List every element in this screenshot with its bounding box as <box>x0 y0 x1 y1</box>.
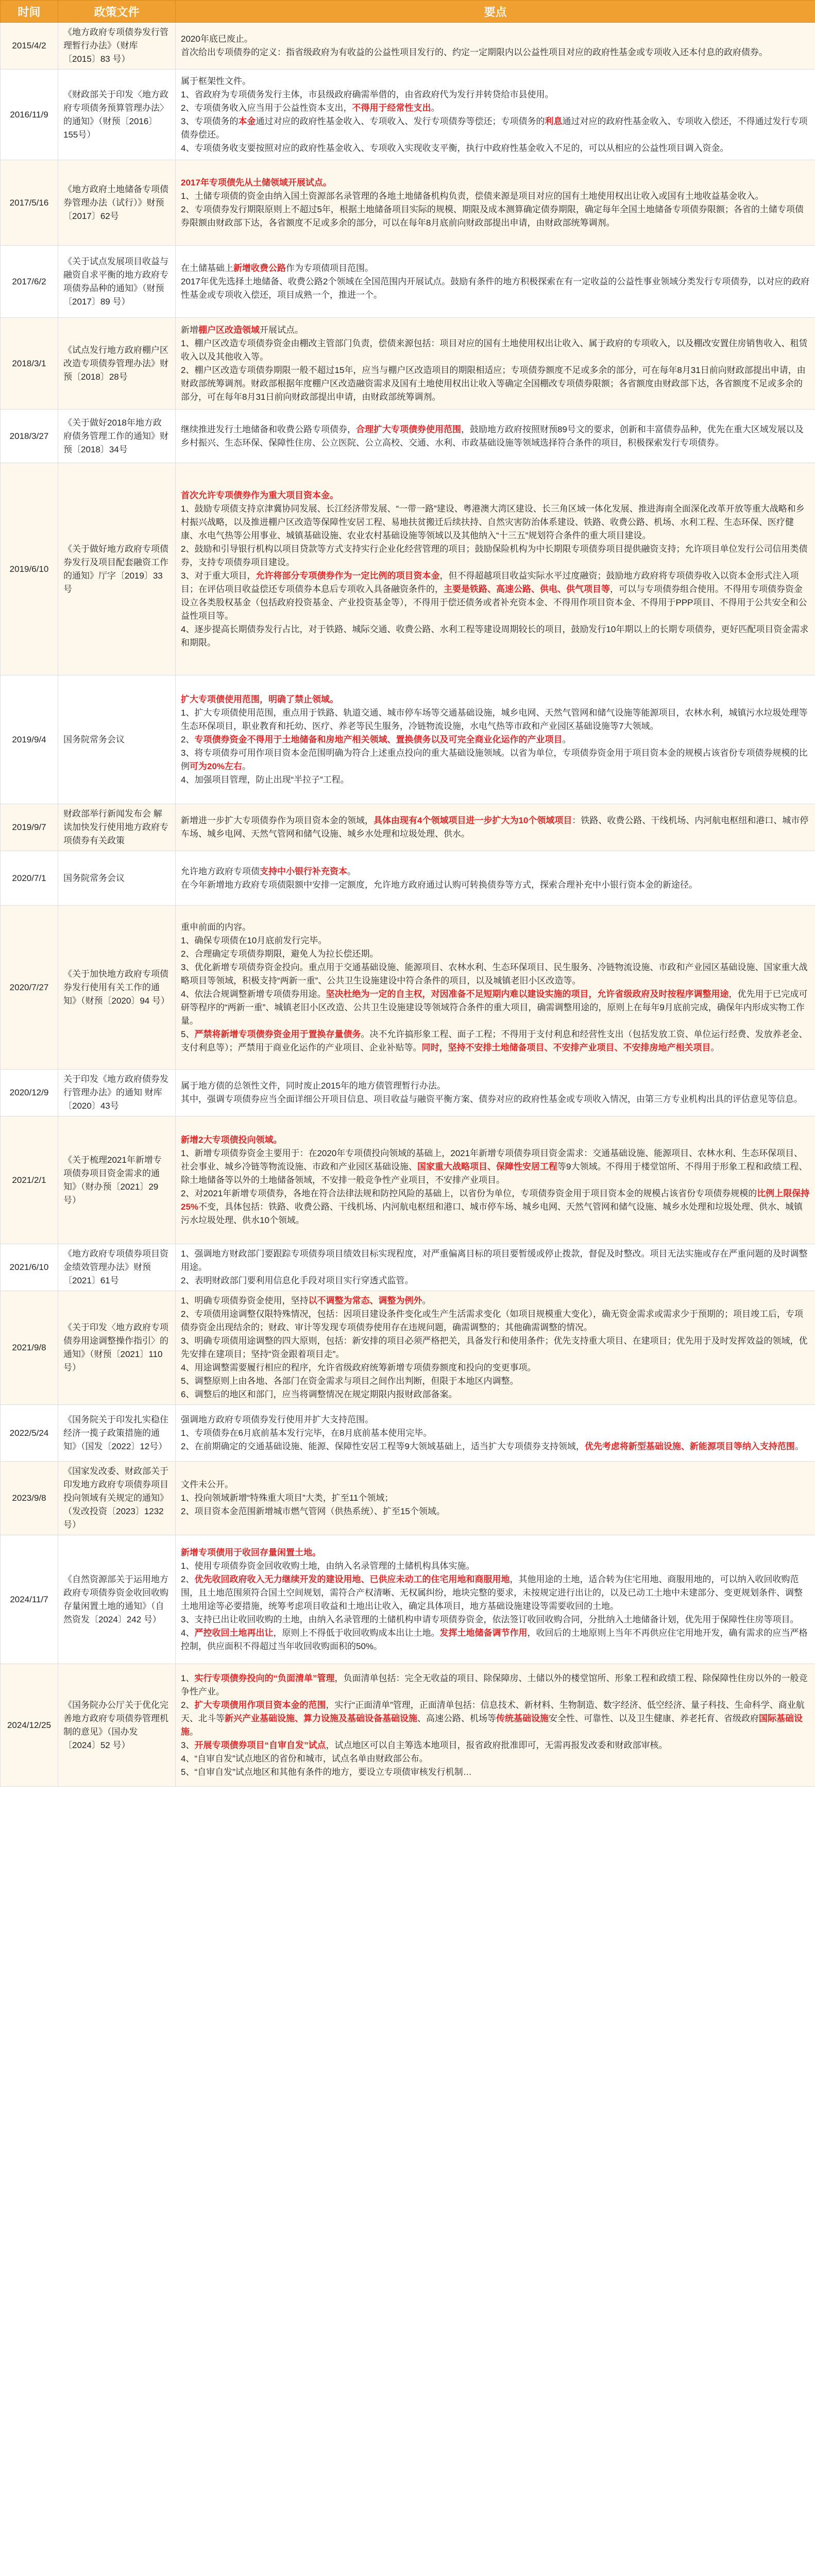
point-text: ：铁路、收费公路、干线机场、内河航电枢纽和港口、城市停车场、城乡电网、天然气管网和储气设施、城乡水处理和垃圾处理、供水。 <box>181 816 809 839</box>
row-policy-doc: 《国家发改委、财政部关于印发地方政府专项债券项目投向领域有关规定的通知》（发改投资〔2023〕1232 号） <box>58 1462 176 1535</box>
key-point-line <box>181 364 810 404</box>
table-row <box>1 1664 815 1787</box>
point-text: 等9大领域。不得用于楼堂馆所、不得用于形象工程和政绩工程、除土地储备等以外的土地储备领域，不安排一般竞争性产业项目，不安排产业项目。 <box>181 1161 808 1185</box>
key-point-line <box>181 337 810 364</box>
point-text: 继续推进发行土地储备和收费公路专项债券， <box>181 424 356 434</box>
point-text: 1、新增专项债券资金主要用于：在2020年专项债投向领域的基础上，2021年新增专项债券项目资金需求：交通基础设施、能源项目、农林水利、生态环保项目、社会事业、城乡冷链等物流设施、市政和产业园区基础设施、 <box>181 1148 803 1172</box>
key-point-line <box>181 142 810 155</box>
table-row <box>1 1070 815 1116</box>
key-point-line <box>181 1294 810 1308</box>
key-point-line <box>181 814 810 841</box>
row-key-points <box>176 1070 815 1116</box>
point-text: 2020年底已废止。 <box>181 34 253 44</box>
row-date: 2015/4/2 <box>1 23 58 70</box>
row-key-points <box>176 160 815 246</box>
key-point-line <box>181 543 810 569</box>
highlighted-text: 新增收费公路 <box>233 263 286 273</box>
row-key-points <box>176 804 815 851</box>
row-date: 2018/3/27 <box>1 410 58 463</box>
point-text: ，实行“正面清单”管理，正面清单包括：信息技术、新材料、生物制造、数字经济、低空经济、量子科技、生命科学、商业航天、北斗等 <box>181 1700 805 1723</box>
table-row <box>1 1116 815 1244</box>
row-key-points <box>176 1664 815 1787</box>
point-text: 通过对应的政府性基金收入、专项收入偿还，不得通过发行专项债券偿还。 <box>181 116 808 140</box>
key-point-line <box>181 1147 810 1187</box>
highlighted-text: 专项债券资金不得用于土地储备和房地产相关领域、置换债务以及可完全商业化运作的产业项目 <box>194 734 563 744</box>
point-text: 。 <box>794 1441 804 1451</box>
highlighted-text: 棚户区改造领域 <box>198 325 260 335</box>
highlighted-text: 开展专项债券项目“自审自发”试点 <box>194 1740 326 1750</box>
point-text: 新增 <box>181 325 198 335</box>
point-text: 1、使用专项债券资金回收收购土地，由纳入名录管理的土储机构具体实施。 <box>181 1561 475 1571</box>
key-point-line <box>181 1133 810 1147</box>
point-text: 2、鼓励和引导银行机构以项目贷款等方式支持实行企业化经营管理的项目；鼓励保险机构为中长期限专项债券项目提供融资支持；允许项目单位发行公司信用类债券，支持专项债券项目建设。 <box>181 544 808 567</box>
row-policy-doc: 《关于试点发展项目收益与融资自求平衡的地方政府专项债券品种的通知》（财预〔2017〕89 号） <box>58 246 176 318</box>
point-text: 2、专项债务收入应当用于公益性资本支出， <box>181 103 352 113</box>
point-text: 属于地方债的总领性文件，同时废止2015年的地方债管理暂行办法。 <box>181 1081 446 1091</box>
point-text: 3、优化新增专项债券资金投向。重点用于交通基础设施、能源项目、农林水利、生态环保项目、民生服务、冷链物流设施、市政和产业园区基础设施、国家重大战略项目等领域，积极支持“两新一重”、公共卫生设施建设中符合条件的项目，以及城镇老旧小区改造等。 <box>181 962 808 986</box>
highlighted-text: 具体由现有4个领域项目进一步扩大为10个领域项目 <box>373 816 572 825</box>
key-point-line <box>181 1187 810 1227</box>
point-text: 2、在前期确定的交通基础设施、能源、保障性安居工程等9大领域基础上，适当扩大专项债券支持领域， <box>181 1441 585 1451</box>
point-text: 2、专项债用途调整仅限特殊情况，包括：因项目建设条件变化或生产生活需求变化（如项目规模重大变化），确无资金需求或需求少于预期的；项目竣工后，专项债券资金出现结余的；财政、审计等发现专项债券使用存在违规问题，确需调整的；其他确需调整的情况。 <box>181 1309 803 1332</box>
row-policy-doc: 《国务院关于印发扎实稳住经济一揽子政策措施的通知》（国发〔2022〕12号） <box>58 1405 176 1462</box>
key-point-line <box>181 988 810 1028</box>
highlighted-text: 首次允许专项债券作为重大项目资本金。 <box>181 490 338 500</box>
point-text: 2、 <box>181 734 195 744</box>
point-text: 安全性、可靠性、以及卫生健康、养老托育、省级政府 <box>549 1713 759 1723</box>
point-text: 2、项目资本金范围新增城市燃气管网（供热系统）、扩至15个领域。 <box>181 1506 445 1516</box>
key-point-line <box>181 921 810 934</box>
point-text: 4、“自审自发”试点地区的省份和城市，试点名单由财政部公布。 <box>181 1753 428 1764</box>
table-row <box>1 1244 815 1291</box>
highlighted-text: 发挥土地储备调节作用 <box>439 1628 528 1638</box>
point-text: 首次给出专项债券的定义：指省级政府为有收益的公益性项目发行的、约定一定期限内以公益性项目对应的政府性基金或专项收入还本付息的政府债券。 <box>181 47 768 57</box>
header-doc: 政策文件 <box>58 1 176 23</box>
row-date: 2021/2/1 <box>1 1116 58 1244</box>
key-point-line <box>181 1413 810 1427</box>
point-text: 1、棚户区改造专项债券资金由棚改主管部门负责，偿债来源包括：项目对应的国有土地使用权出让收入、属于政府的专项收入，以及棚改安置住房销售收入、租赁收入以及其他收入等。 <box>181 338 808 362</box>
row-key-points <box>176 410 815 463</box>
point-text: 3、支持已出让收回收购的土地，由纳入名录管理的土储机构申请专项债券资金，依法签订收回收购合同，分批纳入土地储备计划，优先用于保障性住房等项目。 <box>181 1614 799 1624</box>
point-text: 5、调整原则上由各地、各部门在资金需求与项目之间作出判断，但限于本地区内调整。 <box>181 1376 519 1386</box>
key-point-line <box>181 75 810 88</box>
highlighted-text: 坚决杜绝为一定的自主权，对因准备不足短期内难以建设实施的项目，允许省级政府及时按程序调整用途 <box>326 989 729 999</box>
key-point-line <box>181 1334 810 1361</box>
point-text: 4、专项债务收支要按照对应的政府性基金收入、专项收入实现收支平衡，执行中政府性基金收入不足的，可以从相应的公益性项目调入资金。 <box>181 143 729 153</box>
table-row <box>1 1535 815 1664</box>
point-text: 。 <box>242 761 251 771</box>
point-text: 在今年新增地方政府专项债限额中安排一定额度，允许地方政府通过认购可转换债券等方式，探索合理补充中小银行资本金的新途径。 <box>181 879 698 890</box>
highlighted-text: 实行专项债券投向的“负面清单”管理 <box>194 1673 335 1683</box>
row-policy-doc: 《财政部关于印发〈地方政府专项债务预算管理办法〉的通知》（财预〔2016〕155号） <box>58 70 176 160</box>
point-text: 5、“自审自发”试点地区和其他有条件的地方，要设立专项债审核发行机制… <box>181 1767 472 1777</box>
row-key-points <box>176 246 815 318</box>
point-text: 新增进一步扩大专项债券作为项目资本金的领域， <box>181 816 373 825</box>
point-text: 不变，具体包括：铁路、收费公路、干线机场、内河航电枢纽和港口、城市停车场、城乡电网、天然气管网和储气设施、城乡水处理和垃圾处理、供水、城镇污水垃圾处理、供水10个领域。 <box>181 1201 803 1225</box>
key-point-line <box>181 747 810 773</box>
highlighted-text: 严控收回土地再出让 <box>194 1628 274 1638</box>
key-point-line <box>181 1573 810 1613</box>
row-key-points <box>176 1116 815 1244</box>
row-date: 2020/7/1 <box>1 851 58 906</box>
key-point-line <box>181 262 810 275</box>
key-point-line <box>181 1626 810 1653</box>
key-point-line <box>181 623 810 650</box>
row-policy-doc: 国务院常务会议 <box>58 851 176 906</box>
table-row <box>1 906 815 1070</box>
table-header-row <box>1 1 815 23</box>
point-text: 文件未公开。 <box>181 1480 233 1489</box>
point-text: 。决不允许搞形象工程、面子工程；不得用于支付利息和经营性支出（包括发放工资、单位运行经费、发放养老金、支付利息等）；严禁用于商业化运作的产业项目、企业补贴等。 <box>181 1029 808 1053</box>
key-point-line <box>181 733 810 747</box>
point-text: 属于框架性文件。 <box>181 76 251 86</box>
highlighted-text: 传统基础设施 <box>496 1713 549 1723</box>
row-date: 2019/6/10 <box>1 463 58 675</box>
highlighted-text: 可为20%左右 <box>190 761 243 771</box>
row-key-points <box>176 70 815 160</box>
row-policy-doc: 《关于做好地方政府专项债券发行及项目配套融资工作的通知》厅字〔2019〕33号 <box>58 463 176 675</box>
key-point-line <box>181 1375 810 1388</box>
point-text: 3、将专项债券可用作项目资本金范围明确为符合上述重点投向的重大基础设施领域。以省为单位，专项债券资金用于项目资本金的规模占该省份专项债券规模的比例 <box>181 748 808 771</box>
key-point-line <box>181 569 810 623</box>
key-point-line <box>181 176 810 190</box>
row-key-points <box>176 1405 815 1462</box>
key-point-line <box>181 1613 810 1626</box>
table-row <box>1 804 815 851</box>
point-text: ，但不得超越项目收益实际水平过度融资；鼓励地方政府将专项债券收入以资本金形式注入项目；在评估项目收益偿还专项债券本息后专项收入具备融资条件的， <box>181 570 799 594</box>
highlighted-text: 2017年专项债先从土储领域开展试点。 <box>181 177 332 188</box>
header-date: 时间 <box>1 1 58 23</box>
key-point-line <box>181 1766 810 1779</box>
key-point-line <box>181 1739 810 1752</box>
row-policy-doc: 《关于梳理2021年新增专项债券项目资金需求的通知》（财办预〔2021〕29号） <box>58 1116 176 1244</box>
point-text: 。 <box>422 1296 431 1306</box>
row-date: 2020/7/27 <box>1 906 58 1070</box>
row-date: 2019/9/7 <box>1 804 58 851</box>
table-row <box>1 410 815 463</box>
key-point-line <box>181 693 810 706</box>
row-date: 2020/12/9 <box>1 1070 58 1116</box>
row-key-points <box>176 463 815 675</box>
row-policy-doc: 关于印发《地方政府债券发行管理办法》的通知 财库〔2020〕43号 <box>58 1070 176 1116</box>
point-text: ，原则上不得低于收回收购成本出让土地。 <box>273 1628 440 1638</box>
highlighted-text: 扩大专项债用作项目资本金的范围 <box>194 1700 326 1710</box>
key-point-line <box>181 1247 810 1274</box>
key-point-line <box>181 961 810 988</box>
point-text: 。 <box>431 103 440 113</box>
key-point-line <box>181 947 810 961</box>
key-point-line <box>181 1505 810 1518</box>
key-point-line <box>181 1308 810 1334</box>
row-policy-doc: 《关于印发〈地方政府专项债券用途调整操作指引〉的通知》（财预〔2021〕110 号） <box>58 1291 176 1405</box>
header-points: 要点 <box>176 1 815 23</box>
key-point-line <box>181 878 810 892</box>
row-date: 2021/9/8 <box>1 1291 58 1405</box>
row-date: 2023/9/8 <box>1 1462 58 1535</box>
highlighted-text: 严禁将新增专项债券资金用于置换存量债务 <box>194 1029 361 1039</box>
key-point-line <box>181 1028 810 1055</box>
table-row <box>1 675 815 804</box>
highlighted-text: 新增2大专项债投向领域。 <box>181 1134 282 1145</box>
row-policy-doc: 《关于做好2018年地方政府债务管理工作的通知》财预〔2018〕34号 <box>58 410 176 463</box>
row-policy-doc: 国务院常务会议 <box>58 675 176 804</box>
row-policy-doc: 《试点发行地方政府棚户区改造专项债券管理办法》财预〔2018〕28号 <box>58 318 176 410</box>
key-point-line <box>181 275 810 302</box>
key-point-line <box>181 1274 810 1287</box>
highlighted-text: 比例上限保持25% <box>181 1188 810 1212</box>
point-text: 6、调整后的地区和部门，应当将调整情况在规定期限内报财政部备案。 <box>181 1389 457 1399</box>
point-text: 通过对应的政府性基金收入、专项收入、发行专项债券等偿还；专项债务的 <box>256 116 545 126</box>
row-key-points <box>176 1244 815 1291</box>
row-date: 2019/9/4 <box>1 675 58 804</box>
row-date: 2016/11/9 <box>1 70 58 160</box>
key-point-line <box>181 1079 810 1093</box>
point-text: 2、 <box>181 1700 195 1710</box>
point-text: 2017年优先选择土地储备、收费公路2个领域在全国范围内开展试点。鼓励有条件的地方积极探索在有一定收益的公益性事业领域分类发行专项债券，以对应的政府性基金或专项收入偿还，项目成熟一个，推进一个。 <box>181 276 810 300</box>
key-point-line <box>181 1478 810 1492</box>
row-key-points <box>176 1535 815 1664</box>
highlighted-text: 允许将部分专项债券作为一定比例的项目资本金 <box>256 570 440 581</box>
point-text: 1、强调地方财政部门要跟踪专项债券项目绩效目标实现程度，对严重偏离目标的项目要暂缓或停止拨款，督促及时整改。项目无法实施或存在严重问题的及时调整用途。 <box>181 1249 808 1272</box>
row-key-points <box>176 1291 815 1405</box>
key-point-line <box>181 115 810 142</box>
row-date: 2024/11/7 <box>1 1535 58 1664</box>
row-date: 2017/6/2 <box>1 246 58 318</box>
point-text: 3、对于重大项目， <box>181 570 256 581</box>
point-text: 2、合理确定专项债券期限，避免人为拉长偿还期。 <box>181 948 379 959</box>
point-text: 4、加强项目管理，防止出现“半拉子”工程。 <box>181 774 349 785</box>
point-text: 允许地方政府专项债 <box>181 866 260 876</box>
point-text: 重申前面的内容。 <box>181 922 251 932</box>
highlighted-text: 优先收回政府收入无力继续开发的建设用地、已供应未动工的住宅用地和商服用地 <box>194 1574 510 1584</box>
point-text: 1、扩大专项债使用范围，重点用于铁路、轨道交通、城市停车场等交通基础设施，城乡电网、天然气管网和储气设施等能源项目，农林水利，城镇污水垃圾处理等生态环保项目，职业教育和托幼、医疗、养老等民生服务，冷链物流设施，水电气热等市政和产业园区基础设施等7大领域。 <box>181 707 808 731</box>
highlighted-text: 国际基础设施 <box>181 1713 803 1737</box>
key-point-line <box>181 88 810 101</box>
point-text: 4、用途调整需要履行相应的程序，允许省级政府统筹新增专项债券额度和投向的变更事项。 <box>181 1363 536 1372</box>
key-point-line <box>181 865 810 878</box>
point-text: 1、投向领域新增“特殊重大项目”大类，扩至11个领域； <box>181 1493 394 1503</box>
key-point-line <box>181 423 810 450</box>
key-point-line <box>181 1427 810 1440</box>
highlighted-text: 支持中小银行补充资本 <box>260 866 347 876</box>
point-text: 2、 <box>181 1574 195 1584</box>
table-row <box>1 1462 815 1535</box>
point-text: 2、专项债券发行期限原则上不超过5年，根据土地储备项目实际的规模、期限及成本测算确定债券期限，确定每年全国土地储备专项债券限额；各省的土储专项债券限额由财政部下达，各省额度不足或多余的部分，可以在每年8月底前向财政部提出申请，由财政部统筹调剂。 <box>181 204 804 228</box>
key-point-line <box>181 324 810 337</box>
highlighted-text: 扩大专项债使用范围，明确了禁止领域。 <box>181 694 338 704</box>
row-policy-doc: 《地方政府专项债券项目资金绩效管理办法》财预〔2021〕61号 <box>58 1244 176 1291</box>
point-text: 1、确保专项债在10月底前发行完毕。 <box>181 935 327 945</box>
row-policy-doc: 《关于加快地方政府专项债券发行使用有关工作的通知》（财预〔2020〕94 号） <box>58 906 176 1070</box>
point-text: 3、专项债务的 <box>181 116 239 126</box>
point-text: ，优先用于已完成可研等程序的“两新一重”、城镇老旧小区改造、公共卫生设施建设等领域符合条件的重大项目，确需调整用途的，原则上在每年9月底前完成，确保年内形成实物工作量。 <box>181 989 808 1026</box>
point-text: 其中，强调专项债券应当全面详细公开项目信息、项目收益与融资平衡方案、债券对应的政府性基金或专项收入情况，由第三方专业机构出具的评估意见等信息。 <box>181 1094 803 1104</box>
point-text: 在土储基础上 <box>181 263 233 273</box>
point-text: ，鼓励地方政府按照财预89号文的要求，创新和丰富债券品种，优先在重大区域发展以及乡村振兴、生态环保、保障性住房、公立医院、公立高校、交通、水利、市政基础设施等领域选择符合条件的项目，积极探索发行专项债券。 <box>181 424 804 448</box>
point-text: 1、 <box>181 1673 195 1683</box>
key-point-line <box>181 1093 810 1106</box>
highlighted-text: 国家重大战略项目、保障性安居工程 <box>417 1161 557 1172</box>
key-point-line <box>181 101 810 115</box>
key-point-line <box>181 489 810 502</box>
row-key-points <box>176 23 815 70</box>
point-text: 作为专项债项目范围。 <box>286 263 373 273</box>
highlighted-text: 本金 <box>238 116 256 126</box>
key-point-line <box>181 934 810 947</box>
row-key-points <box>176 675 815 804</box>
row-policy-doc: 财政部举行新闻发布会 解读加快发行使用地方政府专项债券有关政策 <box>58 804 176 851</box>
row-policy-doc: 《地方政府土地储备专项债券管理办法（试行）》财预〔2017〕62号 <box>58 160 176 246</box>
point-text: 、高速公路、机场等 <box>417 1713 496 1723</box>
point-text: 1、省政府为专项债务发行主体，市县级政府确需举借的，由省政府代为发行并转贷给市县使用。 <box>181 89 554 99</box>
row-policy-doc: 《国务院办公厅关于优化完善地方政府专项债券管理机制的意见》（国办发〔2024〕52 号） <box>58 1664 176 1787</box>
key-point-line <box>181 46 810 59</box>
table-row <box>1 160 815 246</box>
point-text: 3、明确专项债用途调整的四大原则，包括：新安排的项目必须严格把关，具备发行和使用条件；优先支持重大项目、在建项目；优先用于及时发挥效益的领域，优先安排在建项目；坚持“资金跟着项目走”。 <box>181 1336 808 1359</box>
key-point-line <box>181 1699 810 1739</box>
table-row <box>1 1291 815 1405</box>
point-text: 1、土储专项债的资金由纳入国土资源部名录管理的各地土地储备机构负责，偿债来源是项目对应的国有土地使用权出让收入或国有土地收益基金收入。 <box>181 191 764 201</box>
point-text: ，其他用途的土地，适合转为住宅用地、商服用地的，可以纳入收回收购范围，且土地范围须符合国土空间规划，需符合产权清晰、无权属纠纷，地块完整的要求，未按规定进行出让的，以及已动工土地中未建部分、变更规划条件、调整土地用途等必要措施，统筹考虑项目收益和土地出让收入，确定具体项目，地方基础设施建设等需要收回的土地。 <box>181 1574 803 1611</box>
row-key-points <box>176 318 815 410</box>
point-text: 1、鼓励专项债支持京津冀协同发展、长江经济带发展、“一带一路”建设、粤港澳大湾区建设、长三角区域一体化发展、推进海南全面深化改革开放等重大战略和乡村振兴战略，以及推进棚户区改造等保障性安居工程、易地扶贫搬迁后续扶持、自然灾害防治体系建设、铁路、收费公路、机场、水利工程、生态环保、医疗健康、水电气热等公用事业、城镇基础设施、农业农村基础设施等领域以及其他纳入“十三五”规划符合条件的重大项目建设。 <box>181 503 805 540</box>
row-date: 2021/6/10 <box>1 1244 58 1291</box>
key-point-line <box>181 1440 810 1453</box>
point-text: 2、表明财政部门要利用信息化手段对项目实行穿透式监管。 <box>181 1276 414 1285</box>
point-text: 。 <box>562 734 571 744</box>
key-point-line <box>181 706 810 733</box>
key-point-line <box>181 1361 810 1375</box>
point-text: 1、专项债券在6月底前基本发行完毕，在8月底前基本使用完毕。 <box>181 1428 432 1438</box>
highlighted-text: 主要是铁路、高速公路、供电、供气项目等 <box>444 584 610 594</box>
highlighted-text: 以不调整为常态、调整为例外 <box>308 1296 422 1306</box>
point-text: 。 <box>347 866 356 876</box>
row-key-points <box>176 851 815 906</box>
point-text: ，可以与专项债券组合使用。不得用专项债券资金设立各类股权基金（包括政府投资基金、产业投资基金等），不得用于偿还债务或者补充资本金、不得用作项目资本金、不得用于PPP项目、不得用于公共安全和公益性项目等。 <box>181 584 807 621</box>
key-point-line <box>181 1388 810 1401</box>
key-point-line <box>181 1492 810 1505</box>
point-text: 1、明确专项债券资金使用，坚持 <box>181 1296 309 1306</box>
highlighted-text: 新兴产业基础设施、算力设施及基础设备基础设施 <box>225 1713 417 1723</box>
highlighted-text: 不得用于经常性支出 <box>352 103 431 113</box>
point-text: 开展试点。 <box>260 325 303 335</box>
row-key-points <box>176 1462 815 1535</box>
point-text: 。 <box>710 1042 720 1053</box>
row-date: 2017/5/16 <box>1 160 58 246</box>
row-key-points <box>176 906 815 1070</box>
point-text: ，试点地区可以自主筹选本地项目，报省政府批准即可，无需再报发改委和财政部审核。 <box>326 1740 668 1750</box>
key-point-line <box>181 190 810 203</box>
row-date: 2022/5/24 <box>1 1405 58 1462</box>
key-point-line <box>181 1672 810 1699</box>
table-row <box>1 318 815 410</box>
key-point-line <box>181 502 810 543</box>
row-date: 2018/3/1 <box>1 318 58 410</box>
point-text: 强调地方政府专项债券发行使用并扩大支持范围。 <box>181 1414 373 1425</box>
point-text: 2、棚户区改造专项债券期限一般不超过15年，应当与棚户区改造项目的期限相适应；专项债券额度不足或多余的部分，可在每年8月31日前向财政部提出申请，由财政部统筹调剂。财政部根据年度棚户区改造融资需求及国有土地使用权出让收入等确定全国棚改专项债券限额；各省额度由财政部下达，各省额度不足或多余的部分，可在每年8月31日前向财政部提出申请，由财政部统筹调剂。 <box>181 365 806 402</box>
row-policy-doc: 《地方政府专项债券发行管理暂行办法》（财库〔2015〕83 号） <box>58 23 176 70</box>
row-date: 2024/12/25 <box>1 1664 58 1787</box>
table-body <box>1 23 815 1787</box>
highlighted-text: 新增专项债用于收回存量闲置土地。 <box>181 1547 321 1557</box>
key-point-line <box>181 32 810 46</box>
key-point-line <box>181 203 810 230</box>
highlighted-text: 优先考虑将新型基础设施、新能源项目等纳入支持范围 <box>584 1441 795 1451</box>
table-row <box>1 1405 815 1462</box>
table-row <box>1 463 815 675</box>
point-text: 2、对2021年新增专项债券，各地在符合法律法规和防控风险的基础上，以省份为单位，专项债券资金用于项目资本金的规模占该省份专项债券规模的 <box>181 1188 757 1198</box>
table-row <box>1 246 815 318</box>
point-text: ，收回后的土地原则上当年不再供应住宅用地开发，确有需求的应当严格控制，供应面积不得超过当年收回收购面积的50%。 <box>181 1628 808 1651</box>
highlighted-text: 合理扩大专项债券使用范围 <box>356 424 461 434</box>
key-point-line <box>181 1560 810 1573</box>
point-text: 5、 <box>181 1029 195 1039</box>
key-point-line <box>181 773 810 787</box>
point-text: 4、逐步提高长期债券发行占比，对于铁路、城际交通、收费公路、水利工程等建设周期较长的项目，鼓励发行10年期以上的长期专项债券，更好匹配项目资金需求和期限。 <box>181 624 809 648</box>
key-point-line <box>181 1546 810 1560</box>
highlighted-text: 同时，坚持不安排土地储备项目、不安排产业项目、不安排房地产相关项目 <box>421 1042 711 1053</box>
table-row <box>1 851 815 906</box>
row-policy-doc: 《自然资源部关于运用地方政府专项债券资金收回收购存量闲置土地的通知》（自然资发〔2024〕242 号） <box>58 1535 176 1664</box>
point-text: 。 <box>190 1726 198 1737</box>
key-point-line <box>181 1752 810 1766</box>
point-text: 4、 <box>181 1628 195 1638</box>
table-row <box>1 23 815 70</box>
highlighted-text: 利息 <box>545 116 563 126</box>
point-text: ，负面清单包括：完全无收益的项目、除保障房、土储以外的楼堂馆所、形象工程和政绩工程、除保障性住房以外的一般竞争性产业。 <box>181 1673 808 1697</box>
point-text: 3、 <box>181 1740 195 1750</box>
point-text: 4、依法合规调整新增专项债券用途。 <box>181 989 326 999</box>
table-row <box>1 70 815 160</box>
